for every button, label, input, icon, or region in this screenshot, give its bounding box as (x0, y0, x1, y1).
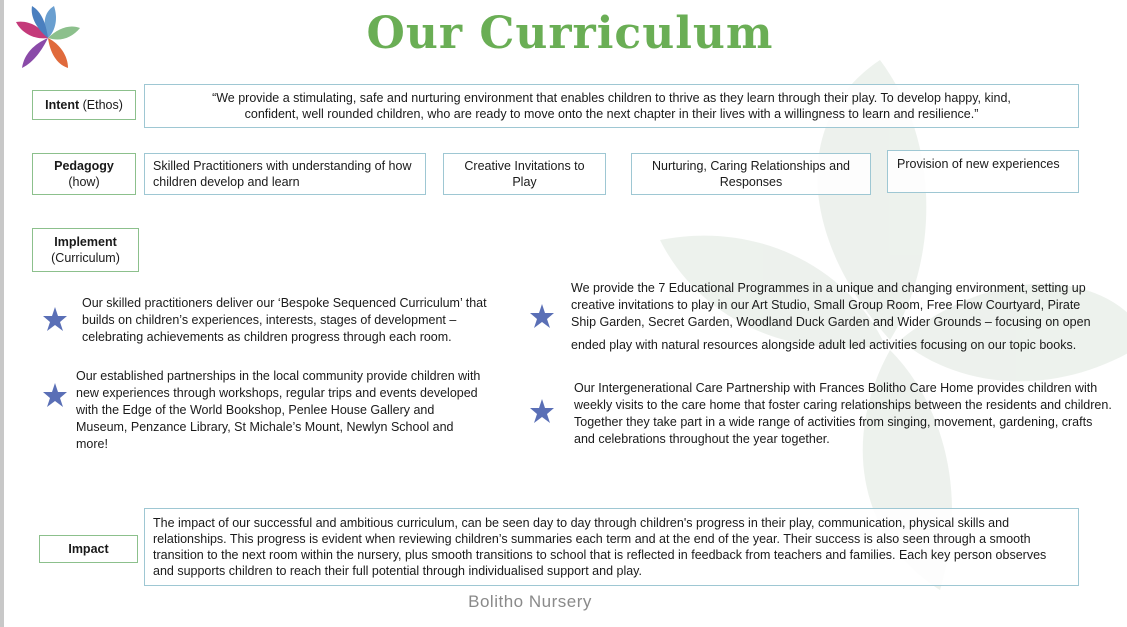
pedagogy-label (32, 153, 136, 195)
footer-brand: Bolitho Nursery (468, 592, 592, 611)
implement-point-2: We provide the 7 Educational Programmes in a unique and changing environment, setting up creative invitations to play in our Art Studio, Small Group Room, Free Flow Courtyard, Pirate Ship Garden, Secret Garden, Woodland Duck Garden and Wider Grounds – focusing on open (571, 281, 1091, 329)
intent-text: “We provide a stimulating, safe and nurturing environment that enables children to thrive as they learn through their play. To develop happy, kind, confident, well rounded children, who are ready to move onto the next chapter in their lives with a willingness to learn and resilience.” (212, 91, 1011, 121)
star-icon (529, 398, 555, 424)
intent-label-bold: Intent (45, 98, 80, 112)
implement-point-1: Our skilled practitioners deliver our ‘Bespoke Sequenced Curriculum’ that builds on children’s experiences, interests, stages of development – celebrating achievements as children progress through each room. (82, 296, 487, 344)
implement-label (32, 228, 139, 272)
intent-label (32, 90, 136, 120)
page-edge (0, 0, 4, 627)
star-icon (529, 303, 555, 329)
impact-text: The impact of our successful and ambitious curriculum, can be seen day to day through children's progress in their play, communication, physical skills and relationships. This progress is evident when reviewing children’s summaries each term and at the end of the year. Their success is also seen through a smooth transition to the next room within the nursery, plus smooth transitions to school that is reflected in feedback from teachers and families. Each key person observes and supports children to reach their full potential through individualised support and play. (153, 516, 1047, 578)
pedagogy-item-2 (443, 153, 606, 195)
page-title: Our Curriculum (366, 8, 774, 59)
pedagogy-item-1-text: Skilled Practitioners with understanding of how children develop and learn (153, 159, 412, 189)
pedagogy-item-4-text: Provision of new experiences (897, 157, 1060, 171)
intent-label-rest: (Ethos) (82, 98, 123, 112)
pedagogy-item-3-text: Nurturing, Caring Relationships and Responses (651, 159, 851, 189)
pedagogy-item-2-text: Creative Invitations to Play (464, 159, 585, 189)
implement-label-rest: (Curriculum) (51, 251, 120, 265)
impact-text-box (144, 508, 1079, 586)
star-icon (42, 382, 68, 408)
pedagogy-label-rest: (how) (68, 175, 100, 189)
impact-label-bold: Impact (68, 542, 109, 556)
flower-logo-icon (12, 2, 84, 74)
pedagogy-label-bold: Pedagogy (54, 159, 114, 173)
implement-point-2-cont: ended play with natural resources alongside adult led activities focusing on our topic books. (571, 338, 1077, 352)
pedagogy-item-1 (144, 153, 426, 195)
pedagogy-item-3 (631, 153, 871, 195)
implement-point-4: Our Intergenerational Care Partnership with Frances Bolitho Care Home provides children with weekly visits to the care home that foster caring relationships between the residents and children. Together they take part in a wide range of activities from singing, movement, gardening, crafts and celebrations throughout the year together. (574, 381, 1112, 446)
implement-point-3: Our established partnerships in the local community provide children with new experiences through workshops, regular trips and events developed with the Edge of the World Bookshop, Penlee House Gallery and Museum, Penzance Library, St Michale’s Mount, Newlyn School and more! (76, 369, 481, 451)
star-icon (42, 306, 68, 332)
pedagogy-item-4 (887, 150, 1079, 193)
implement-label-bold: Implement (54, 235, 117, 249)
intent-text-box (144, 84, 1079, 128)
impact-label (39, 535, 138, 563)
